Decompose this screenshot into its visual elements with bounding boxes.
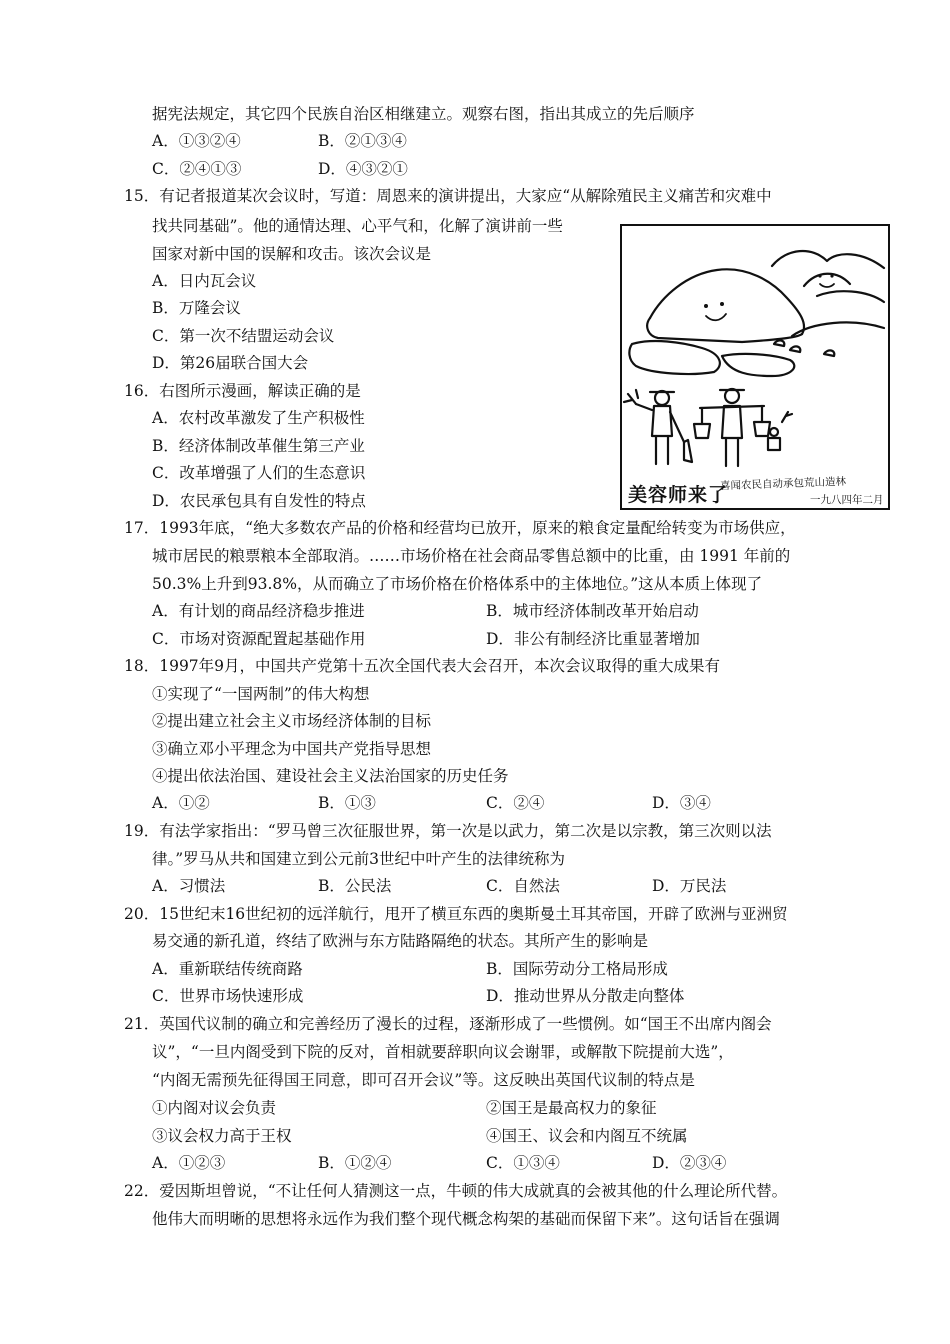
q19-option-b: B．公民法 bbox=[318, 877, 392, 895]
q15-line-3: 国家对新中国的误解和攻击。该次会议是 bbox=[152, 245, 432, 263]
cartoon-date: 一九八四年二月 bbox=[810, 494, 884, 506]
q21-line-3: “内阁无需预先征得国王同意，即可召开会议”等。这反映出英国代议制的特点是 bbox=[152, 1071, 695, 1089]
q21-line-1: 21．英国代议制的确立和完善经历了漫长的过程，逐渐形成了一些惯例。如“国王不出席内阁会 bbox=[124, 1015, 772, 1033]
q15-option-d: D．第26届联合国大会 bbox=[152, 354, 309, 372]
q20-option-a: A．重新联结传统商路 bbox=[152, 960, 303, 978]
q17-line-3: 50.3%上升到93.8%，从而确立了市场价格在价格体系中的主体地位。”这从本质上体现了 bbox=[152, 575, 763, 593]
q16-option-d: D．农民承包具有自发性的特点 bbox=[152, 492, 366, 510]
q18-option-a: A．①② bbox=[152, 794, 210, 812]
q21-option-a: A．①②③ bbox=[152, 1154, 226, 1172]
q18-item-2: ②提出建立社会主义市场经济体制的目标 bbox=[152, 712, 432, 730]
q14-option-b: B．②①③④ bbox=[318, 132, 407, 150]
q20-option-c: C．世界市场快速形成 bbox=[152, 987, 304, 1005]
q16-option-b: B．经济体制改革催生第三产业 bbox=[152, 437, 365, 455]
q21-item-1: ①内阁对议会负责 bbox=[152, 1099, 277, 1117]
q21-option-b: B．①②④ bbox=[318, 1154, 392, 1172]
q16-line-1: 16．右图所示漫画，解读正确的是 bbox=[124, 382, 361, 400]
q17-option-c: C．市场对资源配置起基础作用 bbox=[152, 630, 366, 648]
cartoon-subtitle: 喜闻农民自动承包荒山造林 bbox=[719, 475, 847, 493]
q22-line-2: 他伟大而明晰的思想将永远作为我们整个现代概念构架的基础而保留下来”。这句话旨在强调 bbox=[152, 1210, 780, 1228]
q21-line-2: 议”，“一旦内阁受到下院的反对，首相就要辞职向议会谢罪，或解散下院提前大选”， bbox=[152, 1043, 734, 1061]
q15-line-1: 15．有记者报道某次会议时，写道：周恩来的演讲提出，大家应“从解除殖民主义痛苦和灾难中 bbox=[124, 187, 772, 205]
q14-option-d: D．④③②① bbox=[318, 160, 408, 178]
q21-option-d: D．②③④ bbox=[652, 1154, 727, 1172]
q17-option-b: B．城市经济体制改革开始启动 bbox=[486, 602, 699, 620]
q16-option-c: C．改革增强了人们的生态意识 bbox=[152, 464, 366, 482]
q20-line-1: 20．15世纪末16世纪初的远洋航行，甩开了横亘东西的奥斯曼土耳其帝国，开辟了欧洲与亚洲贸 bbox=[124, 905, 788, 923]
q15-option-a: A．日内瓦会议 bbox=[152, 272, 257, 290]
q19-option-c: C．自然法 bbox=[486, 877, 560, 895]
q15-option-b: B．万隆会议 bbox=[152, 299, 241, 317]
q19-option-a: A．习惯法 bbox=[152, 877, 226, 895]
q19-line-1: 19．有法学家指出：“罗马曾三次征服世界，第一次是以武力，第二次是以宗教，第三次则以法 bbox=[124, 822, 772, 840]
q18-item-3: ③确立邓小平理念为中国共产党指导思想 bbox=[152, 740, 432, 758]
q14-option-a: A．①③②④ bbox=[152, 132, 241, 150]
q14-text: 据宪法规定，其它四个民族自治区相继建立。观察右图，指出其成立的先后顺序 bbox=[152, 105, 695, 123]
q17-line-1: 17．1993年底，“绝大多数农产品的价格和经营均已放开，原来的粮食定量配给转变为市场供应， bbox=[124, 519, 796, 537]
q21-item-2: ②国王是最高权力的象征 bbox=[486, 1099, 657, 1117]
q20-option-d: D．推动世界从分散走向整体 bbox=[486, 987, 685, 1005]
q20-line-2: 易交通的新孔道，终结了欧洲与东方陆路隔绝的状态。其所产生的影响是 bbox=[152, 932, 649, 950]
q15-line-2: 找共同基础”。他的通情达理、心平气和，化解了演讲前一些 bbox=[152, 217, 563, 235]
q17-option-d: D．非公有制经济比重显著增加 bbox=[486, 630, 700, 648]
q18-option-c: C．②④ bbox=[486, 794, 545, 812]
q17-option-a: A．有计划的商品经济稳步推进 bbox=[152, 602, 365, 620]
q15-option-c: C．第一次不结盟运动会议 bbox=[152, 327, 335, 345]
cartoon-title: 美容师来了 bbox=[628, 484, 729, 506]
q18-option-d: D．③④ bbox=[652, 794, 711, 812]
q22-line-1: 22．爱因斯坦曾说，“不让任何人猜测这一点，牛顿的伟大成就真的会被其他的什么理论所代替。 bbox=[124, 1182, 788, 1200]
q21-option-c: C．①③④ bbox=[486, 1154, 560, 1172]
q16-option-a: A．农村改革激发了生产积极性 bbox=[152, 409, 365, 427]
q21-item-3: ③议会权力高于王权 bbox=[152, 1127, 292, 1145]
cartoon-drawing bbox=[622, 226, 888, 508]
q19-line-2: 律。”罗马从共和国建立到公元前3世纪中叶产生的法律统称为 bbox=[152, 850, 566, 868]
q20-option-b: B．国际劳动分工格局形成 bbox=[486, 960, 668, 978]
q17-line-2: 城市居民的粮票粮本全部取消。……市场价格在社会商品零售总额中的比重，由 1991 年前的 bbox=[152, 547, 791, 565]
q14-option-c: C．②④①③ bbox=[152, 160, 242, 178]
q18-line-1: 18．1997年9月，中国共产党第十五次全国代表大会召开，本次会议取得的重大成果有 bbox=[124, 657, 721, 675]
q18-item-4: ④提出依法治国、建设社会主义法治国家的历史任务 bbox=[152, 767, 509, 785]
q18-option-b: B．①③ bbox=[318, 794, 376, 812]
q21-item-4: ④国王、议会和内阁互不统属 bbox=[486, 1127, 688, 1145]
cartoon-figure bbox=[620, 224, 890, 510]
q19-option-d: D．万民法 bbox=[652, 877, 727, 895]
q18-item-1: ①实现了“一国两制”的伟大构想 bbox=[152, 685, 370, 703]
